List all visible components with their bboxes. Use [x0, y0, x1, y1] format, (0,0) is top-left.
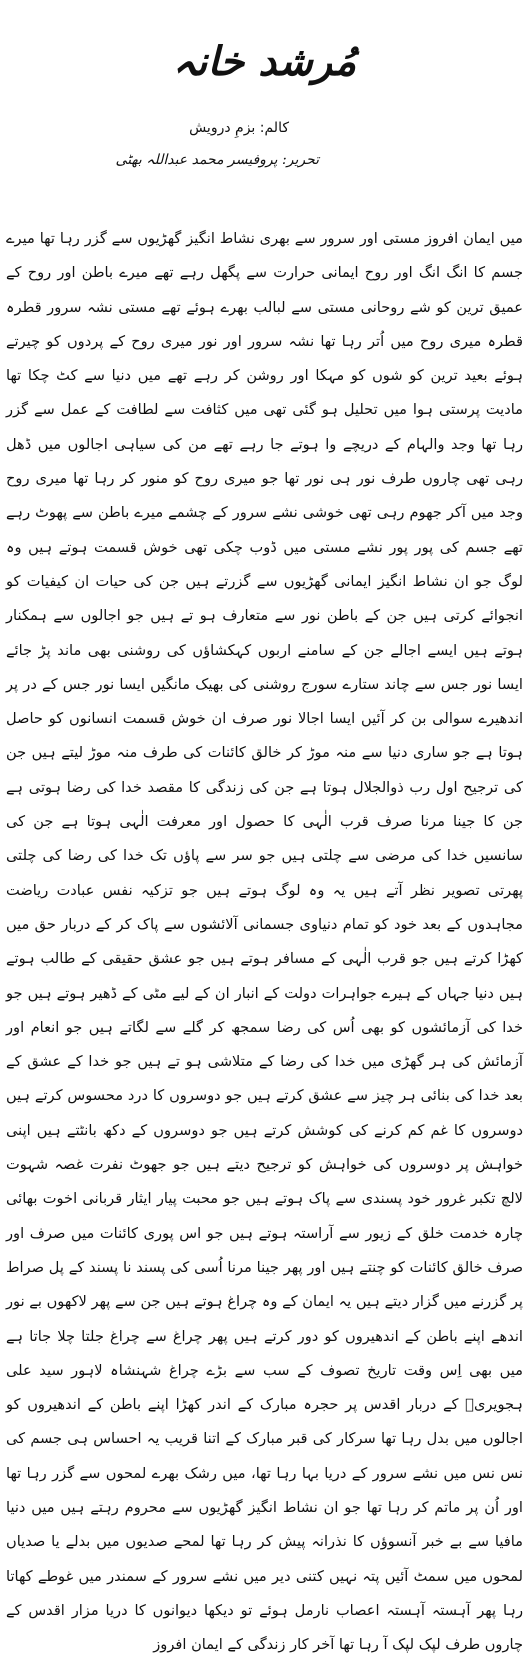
article-headline: مُرشد خانہ — [172, 38, 357, 85]
column-byline: کالم: بزمِ درویش — [189, 120, 289, 136]
author-line: تحریر: پروفیسر محمد عبداللہ بھٹی — [115, 152, 319, 168]
article-body: میں ایمان افروز مستی اور سرور سے بھری نشاط انگیز گھڑیوں سے گزر رہا تھا میرے جسم کا انگ انگ اور روح ایمانی حرارت سے پگھل رہے تھے میرے باطن اور روح کے عمیق ترین کو شے روحانی مستی سے لبالب بھرے ہوئے تھے مستی نشہ سرور قطرہ قطرہ میری روح میں اُتر رہا تھا نشہ سرور اور نور میری روح کے پردوں کو چیرتے ہوئے بعید ترین کو شوں کو مہکا اور روشن کر رہے تھے میں دنیا سے کٹ چکا تھا مادیت پرستی ہوا میں تحلیل ہو گئی تھی میں کثافت سے لطافت کے عمل سے گزر رہا تھا وجد والہام کے دریچے وا ہوتے جا رہے تھے من کی سیاہی اجالوں میں ڈھل رہی تھی چاروں طرف نور ہی نور تھا جو میری روح کو منور کر رہا تھا میری روح وجد میں آکر جھوم رہی تھی خوشی نشے سرور کے چشمے میرے باطن سے پھوٹ رہے تھے جسم کی پور پور نشے مستی میں ڈوب چکی تھی خوش قسمت ہوتے ہیں وہ لوگ جو ان نشاط انگیز ایمانی گھڑیوں سے گزرتے ہیں جن کی حیات ان کیفیات کو انجوائے کرتی ہیں جن کے باطن نور سے متعارف ہو تے ہیں جو اجالوں سے ہمکنار ہوتے ہیں ایسے اجالے جن کے سامنے اربوں کہکشاؤں کی روشنی بھی ماند پڑ جائے ایسا نور جس سے چاند ستارے سورج روشنی کی بھیک مانگیں ایسا نور جس کے در پر اندھیرے سوالی بن کر آئیں ایسا اجالا نور صرف ان خوش قسمت انسانوں کو حاصل ہوتا ہے جو ساری دنیا سے منہ موڑ کر خالق کائنات کی طرف منہ موڑ لیتے ہیں جن کی ترجیح اول رب ذوالجلال ہوتا ہے جن کی زندگی کا مقصد خدا کی رضا ہوتی ہے جن کا جینا مرنا صرف قرب الٰہی کا حصول اور معرفت الٰہی ہوتا ہے جن کی سانسیں خدا کی مرضی سے چلتی ہیں جو سر سے پاؤں تک خدا کی رضا کی چلتی پھرتی تصویر نظر آتے ہیں یہ وہ لوگ ہوتے ہیں جو تزکیہ نفس عبادت ریاضت مجاہدوں کے بعد خود کو تمام دنیاوی جسمانی آلائشوں سے پاک کر کے دربار حق میں کھڑا کرتے ہیں جو قرب الٰہی کے مسافر ہوتے ہیں جو عشق حقیقی کے طالب ہوتے ہیں دنیا جہاں کے ہیرے جواہرات دولت کے انبار ان کے لیے مٹی کے ڈھیر ہوتے ہیں جو خدا کی آزمائشوں کو بھی اُس کی رضا سمجھ کر گلے سے لگاتے ہیں جو انعام اور آزمائش کی ہر گھڑی میں خدا کی رضا کے متلاشی ہو تے ہیں جو خدا کے عشق کے بعد خدا کی بنائی ہر چیز سے عشق کرتے ہیں جو دوسروں کا درد محسوس کرتے ہیں دوسروں کا غم کم کرنے کی کوشش کرتے ہیں جو دوسروں کے دکھ بانٹتے ہیں اپنی خواہش پر دوسروں کی خواہش کو ترجیح دیتے ہیں جو جھوٹ نفرت غصہ شہوت لالچ تکبر غرور خود پسندی سے پاک ہوتے ہیں جو محبت پیار ایثار قربانی اخوت بھائی چارہ خدمت خلق کے زیور سے آراستہ ہوتے ہیں جو اس پوری کائنات میں صرف اور صرف خالق کائنات کو چنتے ہیں اور پھر جینا مرنا اُسی کی پسند نا پسند کے پل صراط پر گزرنے میں گزار دیتے ہیں یہ ایمان کے وہ چراغ ہوتے ہیں جن سے پھر لاکھوں بے نور اندھے اپنے باطن کے اندھیروں کو دور کرتے ہیں پھر چراغ سے چراغ جلتا چلا جاتا ہے میں بھی اِس وقت تاریخ تصوف کے سب سے بڑے چراغ شہنشاہ لاہور سید علی ہجویریؒ کے دربار اقدس پر حجرہ مبارک کے اندر کھڑا اپنے باطن کے اندھیروں کو اجالوں میں بدل رہا تھا سرکار کی قبر مبارک کے اتنا قریب یہ احساس ہی جسم کی نس نس میں نشے سرور کے دریا بہا رہا تھا، میں رشک بھرے لمحوں سے گزر رہا تھا اور اُن پر ماتم کر رہا تھا جو ان نشاط انگیز گھڑیوں سے محروم رہتے ہیں میں دنیا مافیا سے بے خبر آنسوؤں کا نذرانہ پیش کر رہا تھا لمحے صدیوں میں بدلے یا صدیاں لمحوں میں سمٹ آئیں پتہ نہیں کتنی دیر میں نشے سرور کے سمندر میں غوطے کھاتا رہا پھر آہستہ آہستہ اعصاب نارمل ہوئے تو دیکھا دیوانوں کا دریا مزار اقدس کے چاروں طرف لپک لپک آ رہا تھا آخر کار زندگی کے ایمان افروز — [6, 230, 523, 1654]
